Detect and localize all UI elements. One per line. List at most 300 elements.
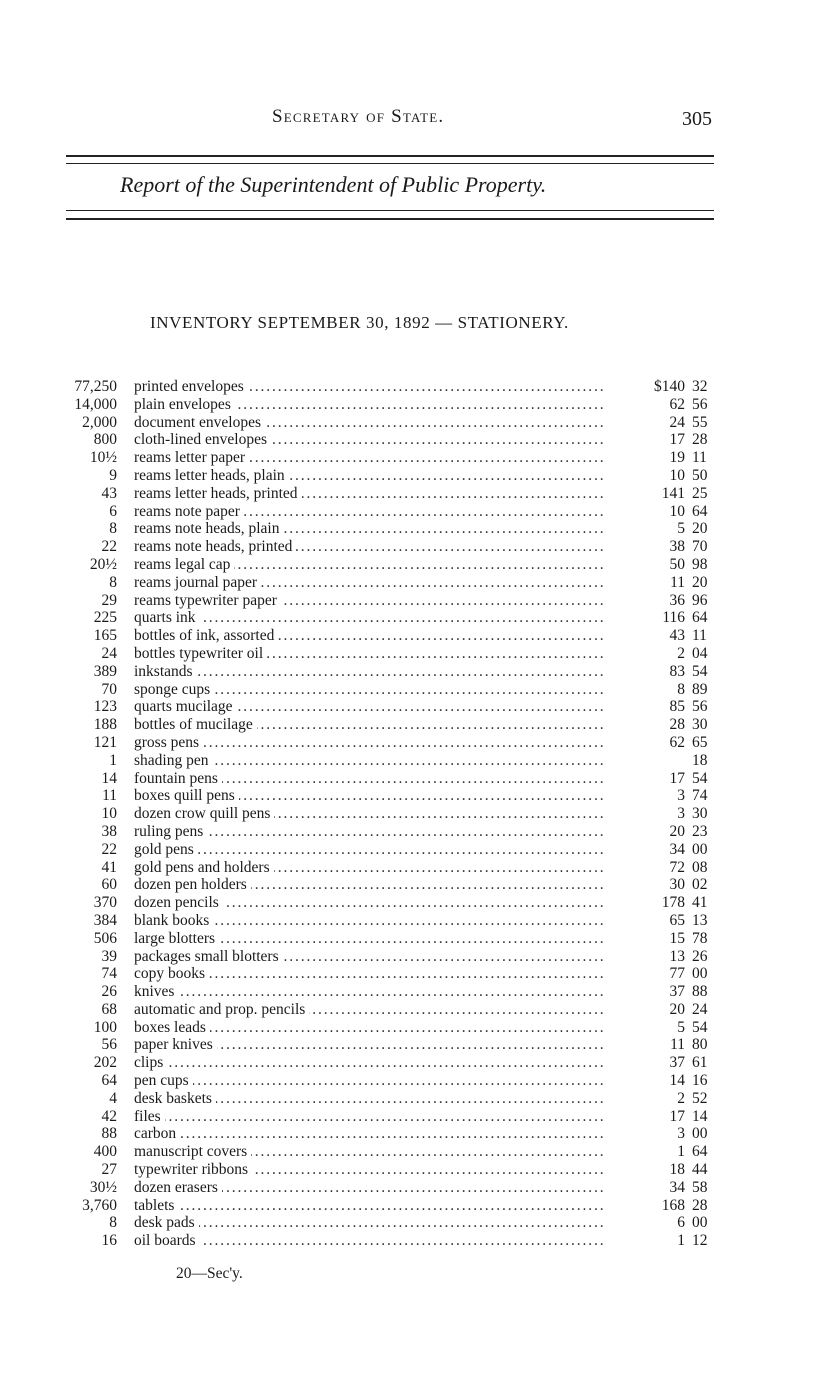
cents-cell: 89 (692, 680, 708, 698)
description-text: carbon (134, 1125, 180, 1142)
description-text: gross pens (134, 734, 203, 751)
quantity-cell: 20½ (89, 555, 117, 573)
table-row (0, 574, 831, 592)
cents-cell: 12 (692, 1232, 708, 1250)
dollars-cell: 34 (669, 1178, 685, 1196)
description-cell (134, 1161, 604, 1179)
description-cell (134, 859, 604, 877)
table-row (0, 485, 831, 503)
cents-cell: 64 (692, 1143, 708, 1161)
table-row (0, 467, 831, 485)
quantity-cell: 27 (101, 1161, 117, 1179)
cents-cell: 00 (692, 965, 708, 983)
cents-cell: 16 (692, 1072, 708, 1090)
quantity-cell: 41 (101, 858, 117, 876)
description-cell (134, 1054, 604, 1072)
table-row (0, 1019, 831, 1037)
quantity-cell: 11 (102, 787, 117, 805)
description-cell (134, 1090, 604, 1108)
table-row (0, 752, 831, 770)
description-text: quarts mucilage (134, 698, 237, 715)
table-row (0, 609, 831, 627)
description-text: cloth-lined envelopes (134, 431, 271, 448)
dollars-cell: 3 (677, 787, 685, 805)
cents-cell: 04 (692, 644, 708, 662)
dollars-cell: $140 (654, 378, 685, 395)
cents-cell: 24 (692, 1000, 708, 1018)
quantity-cell: 123 (93, 698, 117, 716)
table-row (0, 1232, 831, 1250)
description-text: dozen pen holders (134, 876, 251, 893)
table-row (0, 823, 831, 841)
dollars-cell: 168 (661, 1196, 685, 1214)
description-text: reams note heads, printed (134, 538, 296, 555)
dollars-cell: 116 (662, 609, 685, 627)
table-row (0, 378, 831, 396)
description-text: plain envelopes (134, 396, 235, 413)
description-text: ruling pens (134, 823, 207, 840)
page-number: 305 (682, 108, 712, 130)
quantity-cell: 384 (93, 911, 117, 929)
quantity-cell: 16 (101, 1232, 117, 1250)
quantity-cell: 77,250 (74, 378, 117, 395)
cents-cell: 52 (692, 1089, 708, 1107)
description-cell (134, 876, 604, 894)
table-row (0, 396, 831, 414)
table-row (0, 663, 831, 681)
quantity-cell: 3,760 (82, 1196, 117, 1214)
table-row (0, 1036, 831, 1054)
dollars-cell: 50 (669, 555, 685, 573)
inventory-title: INVENTORY SEPTEMBER 30, 1892 — STATIONERY. (150, 313, 569, 332)
description-text: reams journal paper (134, 574, 261, 591)
table-row (0, 734, 831, 752)
table-row (0, 1161, 831, 1179)
description-cell (134, 752, 604, 770)
quantity-cell: 9 (109, 466, 117, 484)
description-cell (134, 663, 604, 681)
table-row (0, 859, 831, 877)
cents-cell: 30 (692, 805, 708, 823)
description-cell (134, 1072, 604, 1090)
cents-cell: 64 (692, 502, 708, 520)
description-text: gold pens (134, 841, 198, 858)
table-row (0, 1179, 831, 1197)
dollars-cell: 17 (669, 431, 685, 449)
description-text: reams letter heads, printed (134, 485, 302, 502)
quantity-cell: 2,000 (82, 413, 117, 431)
description-cell (134, 681, 604, 699)
quantity-cell: 68 (101, 1000, 117, 1018)
dollars-cell: 10 (669, 502, 685, 520)
description-cell (134, 698, 604, 716)
description-cell (134, 894, 604, 912)
quantity-cell: 800 (93, 431, 117, 449)
cents-cell: 25 (692, 484, 708, 502)
table-row (0, 1001, 831, 1019)
dollars-cell: 10 (669, 466, 685, 484)
cents-cell: 61 (692, 1054, 708, 1072)
quantity-cell: 42 (101, 1107, 117, 1125)
cents-cell: 50 (692, 466, 708, 484)
description-text: blank books (134, 912, 213, 929)
quantity-cell: 14,000 (74, 395, 117, 413)
table-row (0, 983, 831, 1001)
description-cell (134, 378, 604, 396)
description-text: typewriter ribbons (134, 1161, 252, 1178)
description-text: desk baskets (134, 1090, 216, 1107)
description-text: clips (134, 1054, 167, 1071)
cents-cell: 64 (692, 609, 708, 627)
dollars-cell: 62 (669, 395, 685, 413)
cents-cell: 54 (692, 1018, 708, 1036)
description-cell (134, 627, 604, 645)
description-cell (134, 609, 604, 627)
cents-cell: 58 (692, 1178, 708, 1196)
dollars-cell: 30 (669, 876, 685, 894)
cents-cell: 88 (692, 983, 708, 1001)
description-cell (134, 1197, 604, 1215)
dollars-cell: 20 (669, 1000, 685, 1018)
table-row (0, 1108, 831, 1126)
description-cell (134, 1179, 604, 1197)
dollars-cell: 178 (661, 894, 685, 912)
cents-cell: 41 (692, 894, 708, 912)
dollars-cell: 14 (669, 1072, 685, 1090)
table-row (0, 1054, 831, 1072)
table-row (0, 965, 831, 983)
quantity-cell: 26 (101, 983, 117, 1001)
quantity-cell: 39 (101, 947, 117, 965)
description-text: quarts ink (134, 609, 200, 626)
dollars-cell: 72 (669, 858, 685, 876)
quantity-cell: 88 (101, 1125, 117, 1143)
cents-cell: 11 (692, 449, 707, 467)
cents-cell: 96 (692, 591, 708, 609)
description-text: bottles of ink, assorted (134, 627, 278, 644)
cents-cell: 70 (692, 538, 708, 556)
cents-cell: 08 (692, 858, 708, 876)
description-cell (134, 431, 604, 449)
description-cell (134, 841, 604, 859)
dollars-cell: 1 (677, 1232, 685, 1250)
description-cell (134, 1214, 604, 1232)
description-cell (134, 983, 604, 1001)
signature-mark: 20—Sec'y. (176, 1265, 243, 1282)
dollars-cell: 85 (669, 698, 685, 716)
description-cell (134, 396, 604, 414)
table-row (0, 716, 831, 734)
description-text: document envelopes (134, 414, 265, 431)
description-text: tablets (134, 1197, 178, 1214)
cents-cell: 28 (692, 431, 708, 449)
description-text: automatic and prop. pencils (134, 1001, 309, 1018)
dollars-cell: 34 (669, 840, 685, 858)
dollars-cell: 37 (669, 983, 685, 1001)
description-text: knives (134, 983, 178, 1000)
description-text: reams letter heads, plain (134, 467, 289, 484)
cents-cell: 74 (692, 787, 708, 805)
table-row (0, 912, 831, 930)
table-row (0, 627, 831, 645)
quantity-cell: 64 (101, 1072, 117, 1090)
bottom-rule-thick (66, 218, 714, 220)
description-text: dozen crow quill pens (134, 805, 274, 822)
description-text: pen cups (134, 1072, 193, 1089)
table-row (0, 503, 831, 521)
cents-cell: 98 (692, 555, 708, 573)
quantity-cell: 165 (93, 627, 117, 645)
cents-cell: 54 (692, 769, 708, 787)
description-text: dozen pencils (134, 894, 223, 911)
cents-cell: 56 (692, 395, 708, 413)
dollars-cell: 3 (677, 805, 685, 823)
dollars-cell: 65 (669, 911, 685, 929)
dollars-cell: 11 (670, 1036, 685, 1054)
table-row (0, 449, 831, 467)
dollars-cell: 38 (669, 538, 685, 556)
quantity-cell: 22 (101, 538, 117, 556)
quantity-cell: 14 (101, 769, 117, 787)
quantity-cell: 8 (109, 520, 117, 538)
cents-cell: 44 (692, 1161, 708, 1179)
table-row (0, 805, 831, 823)
cents-cell: 55 (692, 413, 708, 431)
cents-cell: 20 (692, 573, 708, 591)
description-cell (134, 503, 604, 521)
table-row (0, 538, 831, 556)
description-text: paper knives (134, 1036, 217, 1053)
description-text: inkstands (134, 663, 197, 680)
table-row (0, 520, 831, 538)
description-text: gold pens and holders (134, 859, 274, 876)
dollars-cell: 11 (670, 573, 685, 591)
cents-cell: 30 (692, 716, 708, 734)
dollars-cell: 17 (669, 1107, 685, 1125)
description-cell (134, 592, 604, 610)
quantity-cell: 60 (101, 876, 117, 894)
description-cell (134, 538, 604, 556)
quantity-cell: 38 (101, 822, 117, 840)
description-text: large blotters (134, 930, 219, 947)
description-cell (134, 823, 604, 841)
quantity-cell: 389 (93, 662, 117, 680)
description-text: fountain pens (134, 770, 222, 787)
description-cell (134, 520, 604, 538)
table-row (0, 414, 831, 432)
dollars-cell: 141 (661, 484, 685, 502)
cents-cell: 56 (692, 698, 708, 716)
quantity-cell: 24 (101, 644, 117, 662)
description-cell (134, 734, 604, 752)
dollars-cell: 20 (669, 822, 685, 840)
description-cell (134, 574, 604, 592)
description-text: reams letter paper (134, 449, 249, 466)
dollars-cell: 17 (669, 769, 685, 787)
table-row (0, 1125, 831, 1143)
cents-cell: 65 (692, 733, 708, 751)
table-row (0, 1072, 831, 1090)
description-cell (134, 1001, 604, 1019)
description-cell (134, 449, 604, 467)
quantity-cell: 56 (101, 1036, 117, 1054)
quantity-cell: 8 (109, 573, 117, 591)
description-text: desk pads (134, 1214, 199, 1231)
dollars-cell: 19 (669, 449, 685, 467)
dollars-cell: 24 (669, 413, 685, 431)
cents-cell: 26 (692, 947, 708, 965)
description-text: reams note paper (134, 503, 244, 520)
top-rule-thick (66, 155, 714, 157)
quantity-cell: 29 (101, 591, 117, 609)
description-cell (134, 930, 604, 948)
quantity-cell: 70 (101, 680, 117, 698)
table-row (0, 894, 831, 912)
description-cell (134, 1125, 604, 1143)
bottom-rule-thin (66, 210, 714, 211)
description-cell (134, 1036, 604, 1054)
description-cell (134, 414, 604, 432)
quantity-cell: 30½ (89, 1178, 117, 1196)
description-text: shading pen (134, 752, 212, 769)
quantity-cell: 74 (101, 965, 117, 983)
description-cell (134, 716, 604, 734)
dollars-cell: 3 (677, 1125, 685, 1143)
dollars-cell: 18 (669, 1161, 685, 1179)
cents-cell: 78 (692, 929, 708, 947)
dollars-cell: 1 (677, 1143, 685, 1161)
cents-cell: 13 (692, 911, 708, 929)
quantity-cell: 506 (93, 929, 117, 947)
description-cell (134, 1108, 604, 1126)
dollars-cell: 2 (677, 644, 685, 662)
description-cell (134, 948, 604, 966)
quantity-cell: 43 (101, 484, 117, 502)
description-cell (134, 467, 604, 485)
description-text: bottles of mucilage (134, 716, 257, 733)
dollars-cell: 77 (669, 965, 685, 983)
quantity-cell: 121 (93, 733, 117, 751)
table-row (0, 841, 831, 859)
description-text: printed envelopes (134, 378, 248, 395)
description-text: reams note heads, plain (134, 520, 283, 537)
table-row (0, 1143, 831, 1161)
description-cell (134, 770, 604, 788)
inventory-table (0, 378, 831, 1250)
quantity-cell: 4 (109, 1089, 117, 1107)
description-cell (134, 965, 604, 983)
quantity-cell: 188 (93, 716, 117, 734)
table-row (0, 930, 831, 948)
description-text: files (134, 1108, 165, 1125)
cents-cell: 11 (692, 627, 707, 645)
quantity-cell: 100 (93, 1018, 117, 1036)
description-cell (134, 1019, 604, 1037)
description-cell (134, 912, 604, 930)
report-subtitle: Report of the Superintendent of Public Property. (120, 172, 547, 197)
dollars-cell: 28 (669, 716, 685, 734)
cents-cell: 80 (692, 1036, 708, 1054)
cents-cell: 02 (692, 876, 708, 894)
dollars-cell: 43 (669, 627, 685, 645)
description-text: boxes quill pens (134, 787, 239, 804)
description-cell (134, 1143, 604, 1161)
table-row (0, 770, 831, 788)
description-text: copy books (134, 965, 209, 982)
description-text: reams typewriter paper (134, 592, 281, 609)
quantity-cell: 8 (109, 1214, 117, 1232)
quantity-cell: 6 (109, 502, 117, 520)
table-row (0, 645, 831, 663)
description-cell (134, 556, 604, 574)
description-text: packages small blotters (134, 948, 283, 965)
dollars-cell: 6 (677, 1214, 685, 1232)
table-row (0, 1090, 831, 1108)
dollars-cell: 83 (669, 662, 685, 680)
quantity-cell: 202 (93, 1054, 117, 1072)
description-text: manuscript covers (134, 1143, 251, 1160)
dollars-cell: 13 (669, 947, 685, 965)
dollars-cell: 5 (677, 1018, 685, 1036)
dollars-cell: 2 (677, 1089, 685, 1107)
quantity-cell: 10½ (89, 449, 117, 467)
description-cell (134, 485, 604, 503)
cents-cell: 18 (692, 751, 708, 769)
cents-cell: 32 (692, 378, 708, 395)
cents-cell: 20 (692, 520, 708, 538)
quantity-cell: 225 (93, 609, 117, 627)
quantity-cell: 1 (109, 751, 117, 769)
table-row (0, 876, 831, 894)
cents-cell: 00 (692, 1214, 708, 1232)
description-text: reams legal cap (134, 556, 234, 573)
table-row (0, 948, 831, 966)
table-row (0, 431, 831, 449)
dollars-cell: 36 (669, 591, 685, 609)
description-cell (134, 805, 604, 823)
table-row (0, 698, 831, 716)
running-head: Secretary of State. (272, 106, 445, 127)
description-text: oil boards (134, 1232, 200, 1249)
description-text: bottles typewriter oil (134, 645, 267, 662)
table-row (0, 681, 831, 699)
description-cell (134, 1232, 604, 1250)
cents-cell: 14 (692, 1107, 708, 1125)
quantity-cell: 10 (101, 805, 117, 823)
quantity-cell: 22 (101, 840, 117, 858)
description-cell (134, 645, 604, 663)
dollars-cell: 37 (669, 1054, 685, 1072)
table-row (0, 1197, 831, 1215)
dollars-cell: 62 (669, 733, 685, 751)
top-rule-thin (66, 163, 714, 164)
table-row (0, 787, 831, 805)
description-text: sponge cups (134, 681, 214, 698)
cents-cell: 23 (692, 822, 708, 840)
cents-cell: 28 (692, 1196, 708, 1214)
dollars-cell: 5 (677, 520, 685, 538)
cents-cell: 00 (692, 1125, 708, 1143)
table-row (0, 556, 831, 574)
cents-cell: 54 (692, 662, 708, 680)
description-text: boxes leads (134, 1019, 210, 1036)
table-row (0, 592, 831, 610)
description-cell (134, 787, 604, 805)
description-text: dozen erasers (134, 1179, 222, 1196)
dollars-cell: 15 (669, 929, 685, 947)
quantity-cell: 400 (93, 1143, 117, 1161)
table-row (0, 1214, 831, 1232)
